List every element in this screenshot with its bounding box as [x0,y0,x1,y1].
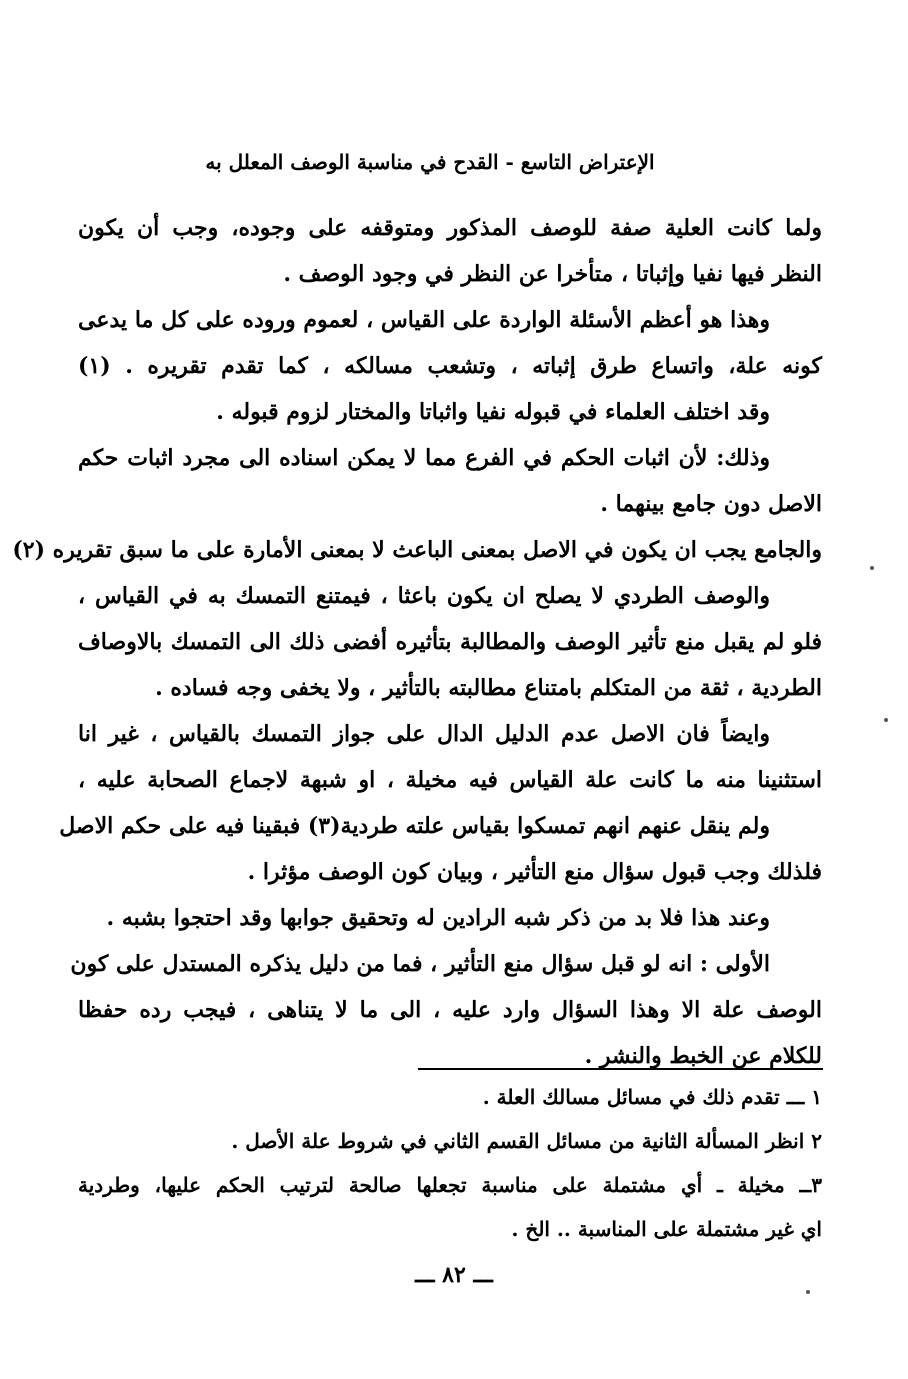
text-line: الوصف علة الا وهذا السؤال وارد عليه ، الى ما لا يتناهى ، فيجب رده حفظا [78,997,822,1023]
text-line: للكلام عن الخبط والنشر . [584,1043,822,1069]
text-line: وقد اختلف العلماء في قبوله نفيا واثباتا والمختار لزوم قبوله . [216,399,770,425]
scan-speck [884,718,888,722]
text-line: كونه علة، واتساع طرق إثباته ، وتشعب مسالكه ، كما تقدم تقريره . (١) [78,353,822,379]
text-line: استثنينا منه ما كانت علة القياس فيه مخيلة ، او شبهة لاجماع الصحابة عليه ، [78,767,822,793]
footnotes [78,1075,822,1251]
text-line: والوصف الطردي لا يصلح ان يكون باعثا ، فيمتنع التمسك به في القياس ، [78,583,770,609]
text-line: والجامع يجب ان يكون في الاصل بمعنى الباعث لا بمعنى الأمارة على ما سبق تقريره (٢) [12,537,822,563]
text-line: فلو لم يقبل منع تأثير الوصف والمطالبة بتأثيره أفضى ذلك الى التمسك بالاوصاف [78,629,822,655]
text-line: وذلك: لأن اثبات الحكم في الفرع مما لا يمكن اسناده الى مجرد اثبات حكم [78,445,770,471]
text-line: الطردية ، ثقة من المتكلم بامتناع مطالبته بالتأثير ، ولا يخفى وجه فساده . [155,675,822,701]
text-line: فلذلك وجب قبول سؤال منع التأثير ، وبيان كون الوصف مؤثرا . [247,859,822,885]
footnote-line: اي غير مشتملة على المناسبة .. الخ . [511,1217,822,1241]
text-line: الأولى : انه لو قبل سؤال منع التأثير ، فما من دليل يذكره المستدل على كون [70,951,770,977]
footnote-divider [418,1068,823,1070]
text-line: الاصل دون جامع بينهما . [600,491,822,517]
footnote-line: ٣ــ مخيلة ـ أي مشتملة على مناسبة تجعلها صالحة لترتيب الحكم عليها، وطردية [78,1173,822,1197]
footnote-line: ١ ـــ تقدم ذلك في مسائل مسالك العلة . [482,1085,822,1109]
running-header: الإعتراض التاسع - القدح في مناسبة الوصف المعلل به [205,150,655,174]
text-line: وعند هذا فلا بد من ذكر شبه الرادين له وتحقيق جوابها وقد احتجوا بشبه . [106,905,770,931]
text-line: وهذا هو أعظم الأسئلة الواردة على القياس ، لعموم وروده على كل ما يدعى [78,307,770,333]
main-text [12,205,822,1079]
text-line: وايضاً فان الاصل عدم الدليل الدال على جواز التمسك بالقياس ، غير انا [78,721,770,747]
scan-speck [870,566,874,570]
text-line: ولم ينقل عنهم انهم تمسكوا بقياس علته طردية(٣) فبقينا فيه على حكم الاصل [59,813,770,839]
text-line: ولما كانت العلية صفة للوصف المذكور ومتوقفه على وجوده، وجب أن يكون [78,215,822,241]
footnote-line: ٢ انظر المسألة الثانية من مسائل القسم الثاني في شروط علة الأصل . [231,1129,822,1153]
page-number: ـــ ٨٢ ـــ [415,1262,493,1288]
scan-speck [806,1290,810,1294]
text-line: النظر فيها نفيا وإثباتا ، متأخرا عن النظر في وجود الوصف . [283,261,822,287]
